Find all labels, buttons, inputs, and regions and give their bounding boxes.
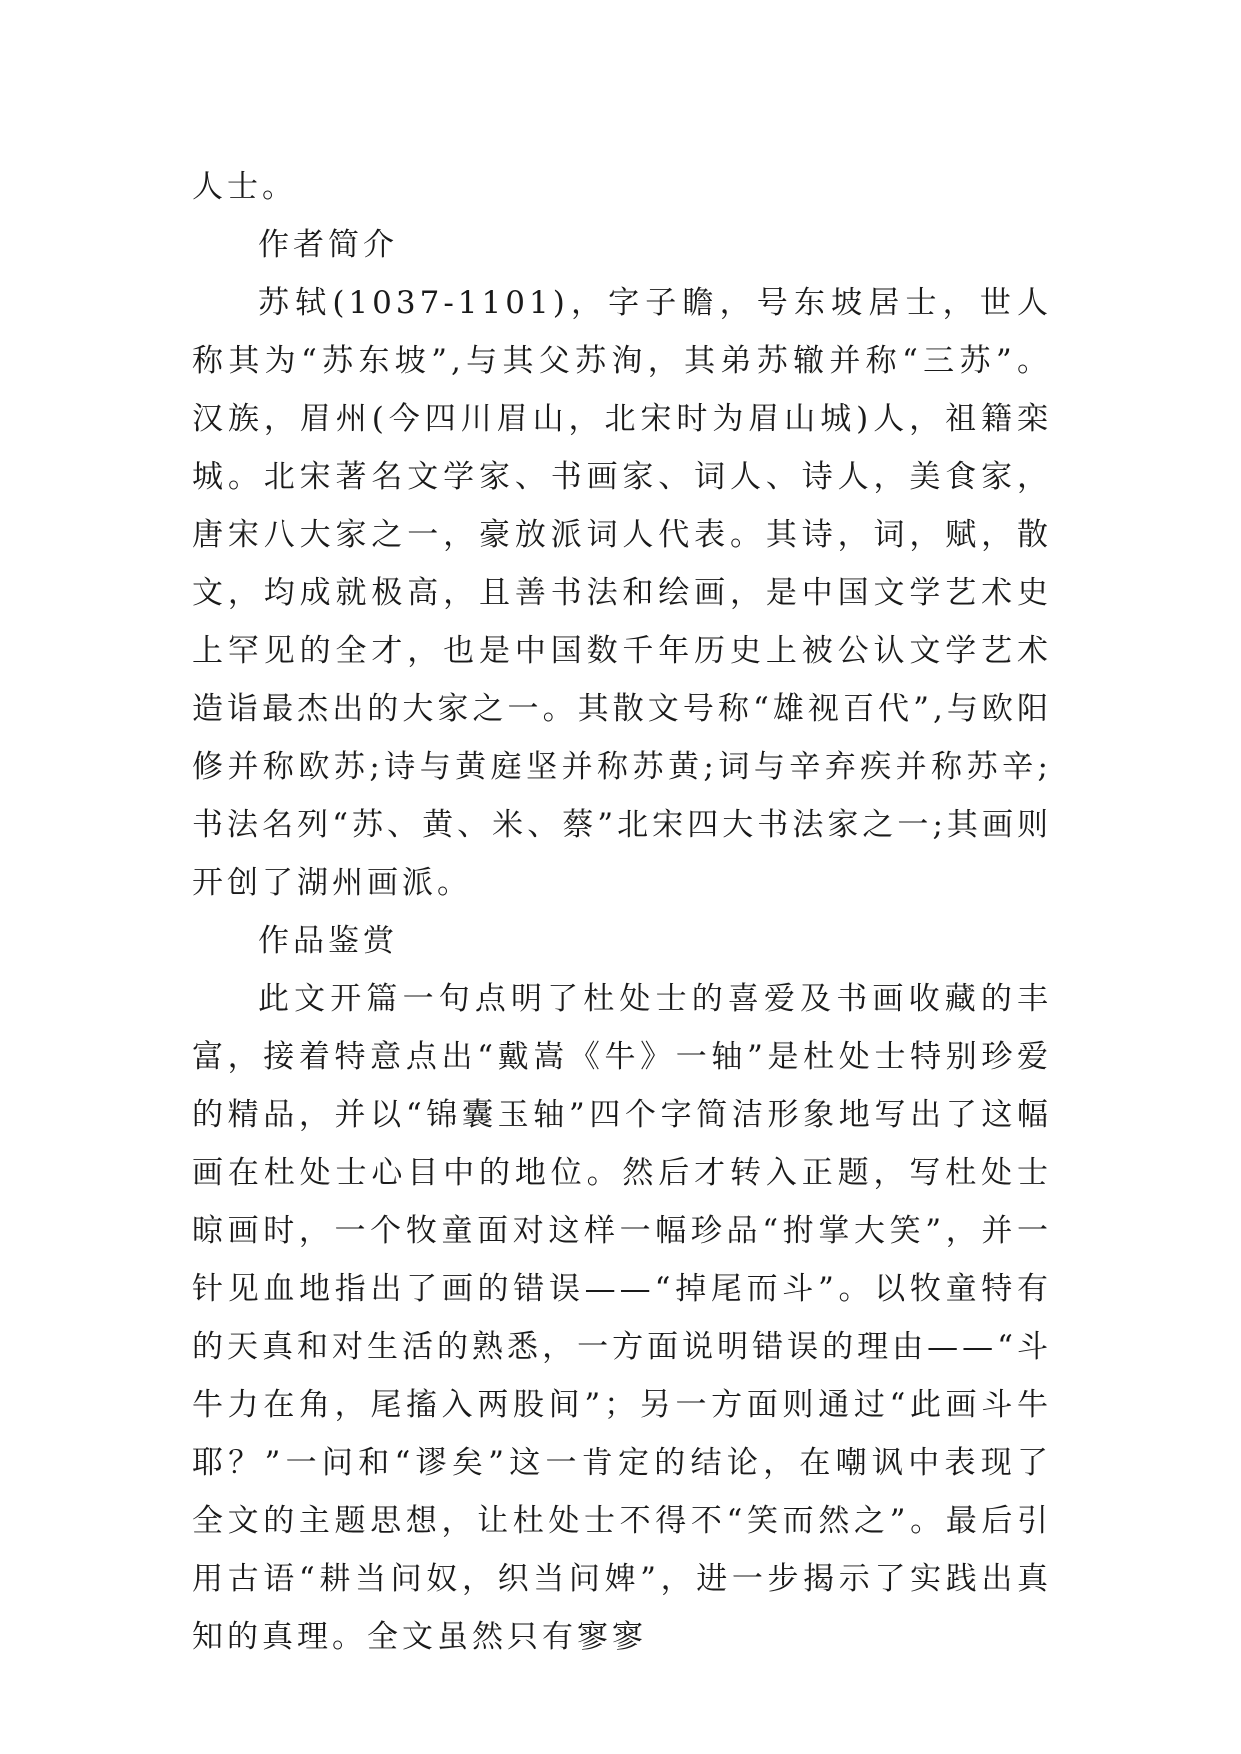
section-heading-appreciation: 作品鉴赏: [258, 923, 398, 959]
section-heading-author: 作者简介: [258, 227, 398, 263]
author-paragraph: 苏轼(1037-1101)，字子瞻，号东坡居士，世人称其为“苏东坡”,与其父苏洵，其弟苏辙并称“三苏”。汉族，眉州(今四川眉山，北宋时为眉山城)人，祖籍栾城。北宋著名文学家、书画家、词人、诗人，美食家，唐宋八大家之一，豪放派词人代表。其诗，词，赋，散文，均成就极高，且善书法和绘画，是中国文学艺术史上罕见的全才，也是中国数千年历史上被公认文学艺术造诣最杰出的大家之一。其散文号称“雄视百代”,与欧阳修并称欧苏;诗与黄庭坚并称苏黄;词与辛弃疾并称苏辛;书法名列“苏、黄、米、蔡”北宋四大书法家之一;其画则开创了湖州画派。: [192, 285, 1052, 901]
appreciation-paragraph: 此文开篇一句点明了杜处士的喜爱及书画收藏的丰富，接着特意点出“戴嵩《牛》一轴”是杜处士特别珍爱的精品，并以“锦囊玉轴”四个字简洁形象地写出了这幅画在杜处士心目中的地位。然后才转入正题，写杜处士晾画时，一个牧童面对这样一幅珍品“拊掌大笑”，并一针见血地指出了画的错误——“掉尾而斗”。以牧童特有的天真和对生活的熟悉，一方面说明错误的理由——“斗牛力在角，尾搐入两股间”；另一方面则通过“此画斗牛耶？”一问和“谬矣”这一肯定的结论，在嘲讽中表现了全文的主题思想，让杜处士不得不“笑而然之”。最后引用古语“耕当问奴，织当问婢”，进一步揭示了实践出真知的真理。全文虽然只有寥寥: [192, 981, 1052, 1655]
continuation-text: 人士。: [192, 169, 297, 205]
document-page: [192, 158, 1052, 1666]
